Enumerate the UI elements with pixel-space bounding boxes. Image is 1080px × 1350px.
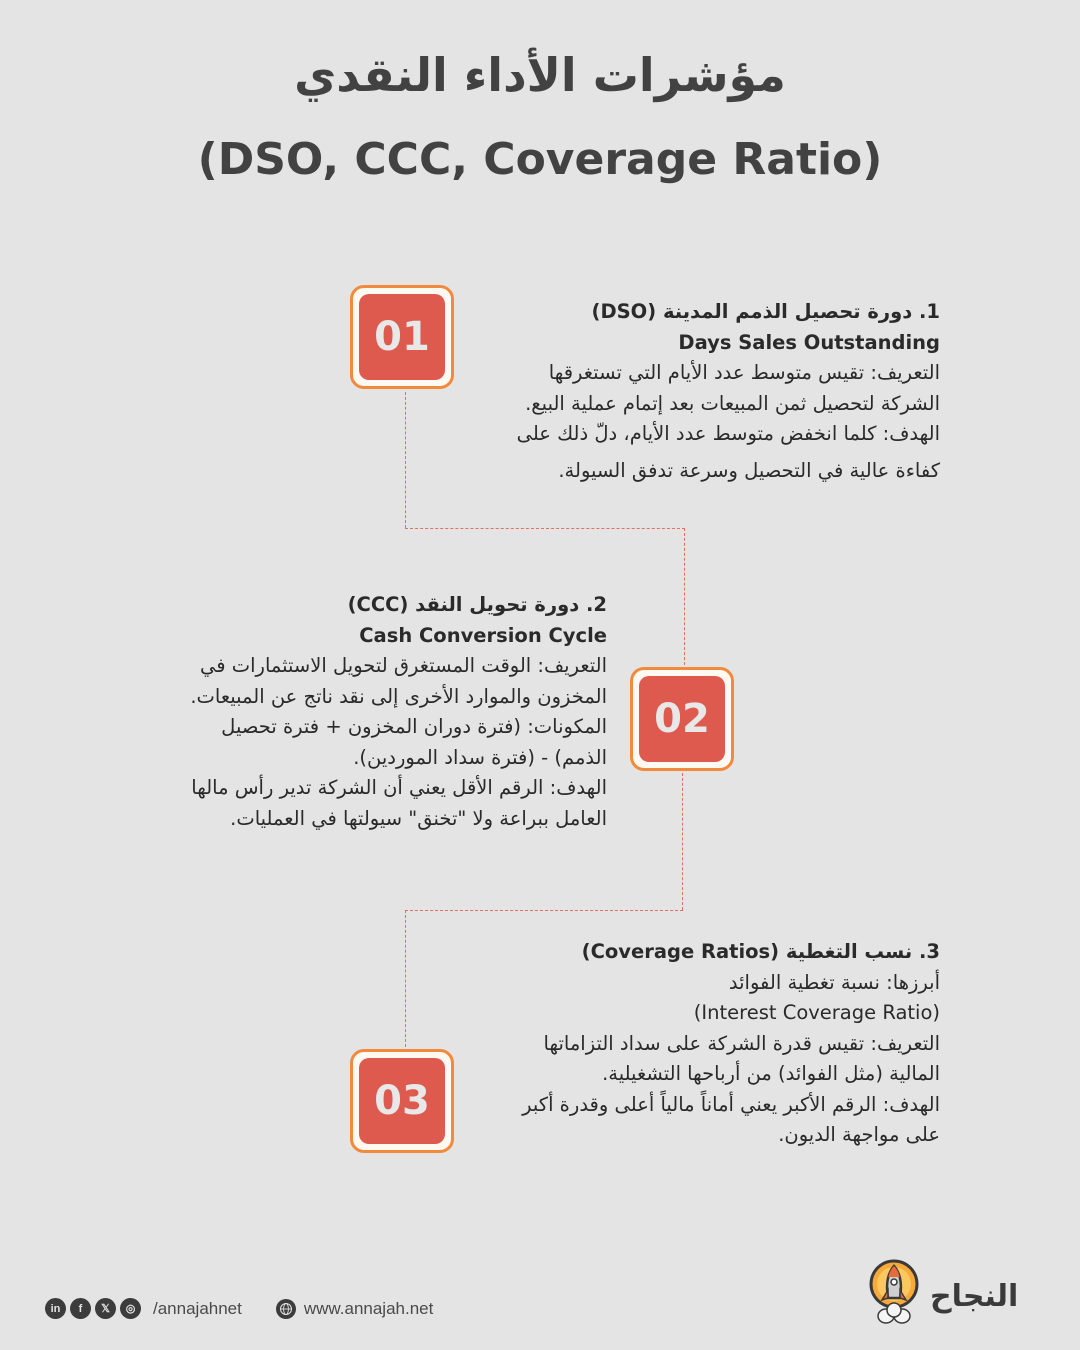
rocket-icon bbox=[868, 1258, 924, 1334]
linkedin-icon[interactable]: in bbox=[45, 1298, 66, 1319]
connector-line bbox=[682, 773, 683, 910]
item-subheading: Cash Conversion Cycle bbox=[359, 623, 607, 647]
item-line: العامل ببراعة ولا "تخنق" سيولتها في العمليات. bbox=[230, 806, 607, 830]
item-line: الهدف: كلما انخفض متوسط عدد الأيام، دلّ ذلك على bbox=[516, 422, 940, 445]
footer-social bbox=[45, 1298, 433, 1319]
step-badge-02 bbox=[630, 667, 734, 771]
item-line: الهدف: الرقم الأكبر يعني أماناً مالياً أعلى وقدرة أكبر bbox=[522, 1092, 940, 1116]
item-coverage bbox=[470, 937, 940, 1151]
instagram-icon[interactable]: ◎ bbox=[120, 1298, 141, 1319]
connector-line bbox=[405, 910, 406, 1047]
item-line: كفاءة عالية في التحصيل وسرعة تدفق السيولة. bbox=[558, 458, 940, 482]
page-title-english: (DSO, CCC, Coverage Ratio) bbox=[197, 134, 883, 185]
connector-line bbox=[684, 528, 685, 665]
item-line: على مواجهة الديون. bbox=[778, 1123, 940, 1146]
page-title-arabic: مؤشرات الأداء النقدي bbox=[294, 48, 786, 102]
brand-name: النجاح bbox=[930, 1278, 1019, 1314]
step-badge-03 bbox=[350, 1049, 454, 1153]
item-line: أبرزها: نسبة تغطية الفوائد bbox=[728, 970, 940, 994]
item-line: الشركة لتحصيل ثمن المبيعات بعد إتمام عملية البيع. bbox=[525, 391, 940, 415]
connector-line bbox=[405, 528, 685, 529]
step-number: 01 bbox=[359, 294, 445, 380]
connector-line bbox=[405, 392, 406, 528]
brand-logo bbox=[868, 1258, 1018, 1334]
item-line: التعريف: تقيس قدرة الشركة على سداد التزاماتها bbox=[543, 1031, 940, 1055]
x-icon[interactable]: 𝕏 bbox=[95, 1298, 116, 1319]
social-handle[interactable]: /annajahnet bbox=[153, 1298, 242, 1318]
item-line: التعريف: الوقت المستغرق لتحويل الاستثمارات في bbox=[199, 654, 607, 677]
item-ccc bbox=[137, 590, 607, 834]
item-line: التعريف: تقيس متوسط عدد الأيام التي تستغرقها bbox=[548, 361, 940, 384]
item-line: المخزون والموارد الأخرى إلى نقد ناتج عن المبيعات. bbox=[190, 684, 607, 708]
website-url: www.annajah.net bbox=[303, 1298, 434, 1318]
globe-icon bbox=[276, 1299, 296, 1319]
connector-line bbox=[405, 910, 683, 911]
item-heading: 3. نسب التغطية (Coverage Ratios) bbox=[581, 940, 940, 963]
item-dso bbox=[460, 297, 940, 486]
step-number: 03 bbox=[359, 1058, 445, 1144]
step-badge-01 bbox=[350, 285, 454, 389]
item-subheading: Days Sales Outstanding bbox=[678, 330, 940, 354]
item-line: الذمم) - (فترة سداد الموردين). bbox=[353, 745, 607, 769]
website-link[interactable] bbox=[276, 1299, 433, 1319]
facebook-icon[interactable]: f bbox=[70, 1298, 91, 1319]
item-line: المكونات: (فترة دوران المخزون + فترة تحصيل bbox=[221, 715, 607, 738]
item-heading: 1. دورة تحصيل الذمم المدينة (DSO) bbox=[591, 300, 940, 323]
item-heading: 2. دورة تحويل النقد (CCC) bbox=[347, 593, 607, 616]
item-line: المالية (مثل الفوائد) من أرباحها التشغيلية. bbox=[602, 1062, 940, 1085]
item-line: (Interest Coverage Ratio) bbox=[693, 1001, 940, 1024]
step-number: 02 bbox=[639, 676, 725, 762]
item-line: الهدف: الرقم الأقل يعني أن الشركة تدير رأس مالها bbox=[191, 776, 607, 799]
